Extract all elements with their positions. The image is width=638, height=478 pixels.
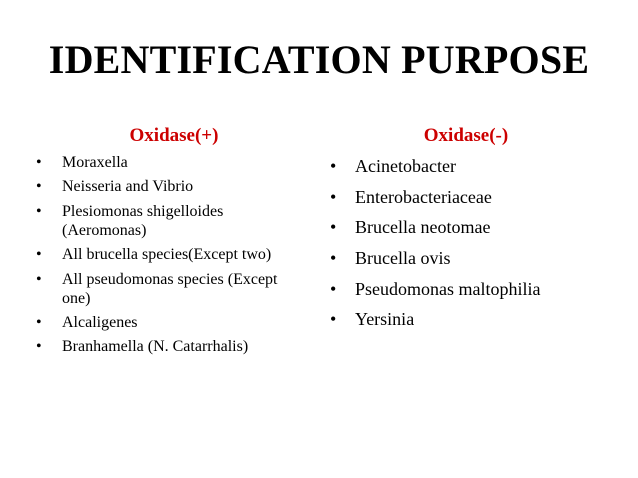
list-item (36, 270, 298, 308)
bullet-icon: • (36, 313, 42, 331)
bullet-icon: • (330, 248, 337, 269)
bullet-icon: • (330, 186, 337, 207)
list-item (36, 202, 298, 240)
list-item (36, 313, 298, 332)
bullet-icon: • (36, 154, 42, 171)
list-item (330, 187, 620, 208)
list-item-text: Acinetobacter (355, 156, 456, 176)
oxidase-negative-heading: Oxidase(-) (423, 125, 509, 146)
list-item-text: Enterobacteriaceae (355, 186, 492, 207)
list-item-text: Pseudomonas maltophilia (355, 278, 541, 299)
list-item (330, 279, 620, 300)
slide-title: IDENTIFICATION PURPOSE (48, 37, 590, 82)
list-item-text: Alcaligenes (62, 313, 138, 331)
bullet-icon: • (330, 156, 337, 176)
bullet-icon: • (330, 278, 337, 299)
list-item-text: Brucella neotomae (355, 217, 491, 238)
bullet-icon: • (36, 202, 42, 220)
list-item-text: Yersinia (355, 309, 415, 330)
bullet-icon: • (36, 338, 42, 356)
list-item (36, 153, 298, 172)
bullet-icon: • (330, 217, 337, 238)
list-item-text: Moraxella (62, 154, 128, 171)
list-item (330, 248, 620, 269)
list-item-text: All brucella species(Except two) (62, 246, 272, 264)
bullet-icon: • (36, 246, 42, 264)
list-item-text: All pseudomonas species (Except one) (62, 270, 278, 307)
list-item-text: Branhamella (N. Catarrhalis) (62, 338, 249, 356)
list-item-text: Brucella ovis (355, 248, 451, 269)
list-item-text: Neisseria and Vibrio (62, 178, 194, 196)
oxidase-positive-list (36, 153, 298, 362)
list-item (36, 245, 298, 264)
oxidase-positive-heading: Oxidase(+) (129, 125, 219, 146)
oxidase-negative-list (330, 156, 620, 340)
list-item (330, 309, 620, 330)
bullet-icon: • (36, 270, 42, 288)
bullet-icon: • (330, 309, 337, 330)
bullet-icon: • (36, 178, 42, 196)
list-item (36, 337, 298, 356)
list-item (36, 177, 298, 196)
list-item (330, 156, 620, 177)
list-item-text: Plesiomonas shigelloides (Aeromonas) (62, 202, 224, 239)
list-item (330, 217, 620, 238)
